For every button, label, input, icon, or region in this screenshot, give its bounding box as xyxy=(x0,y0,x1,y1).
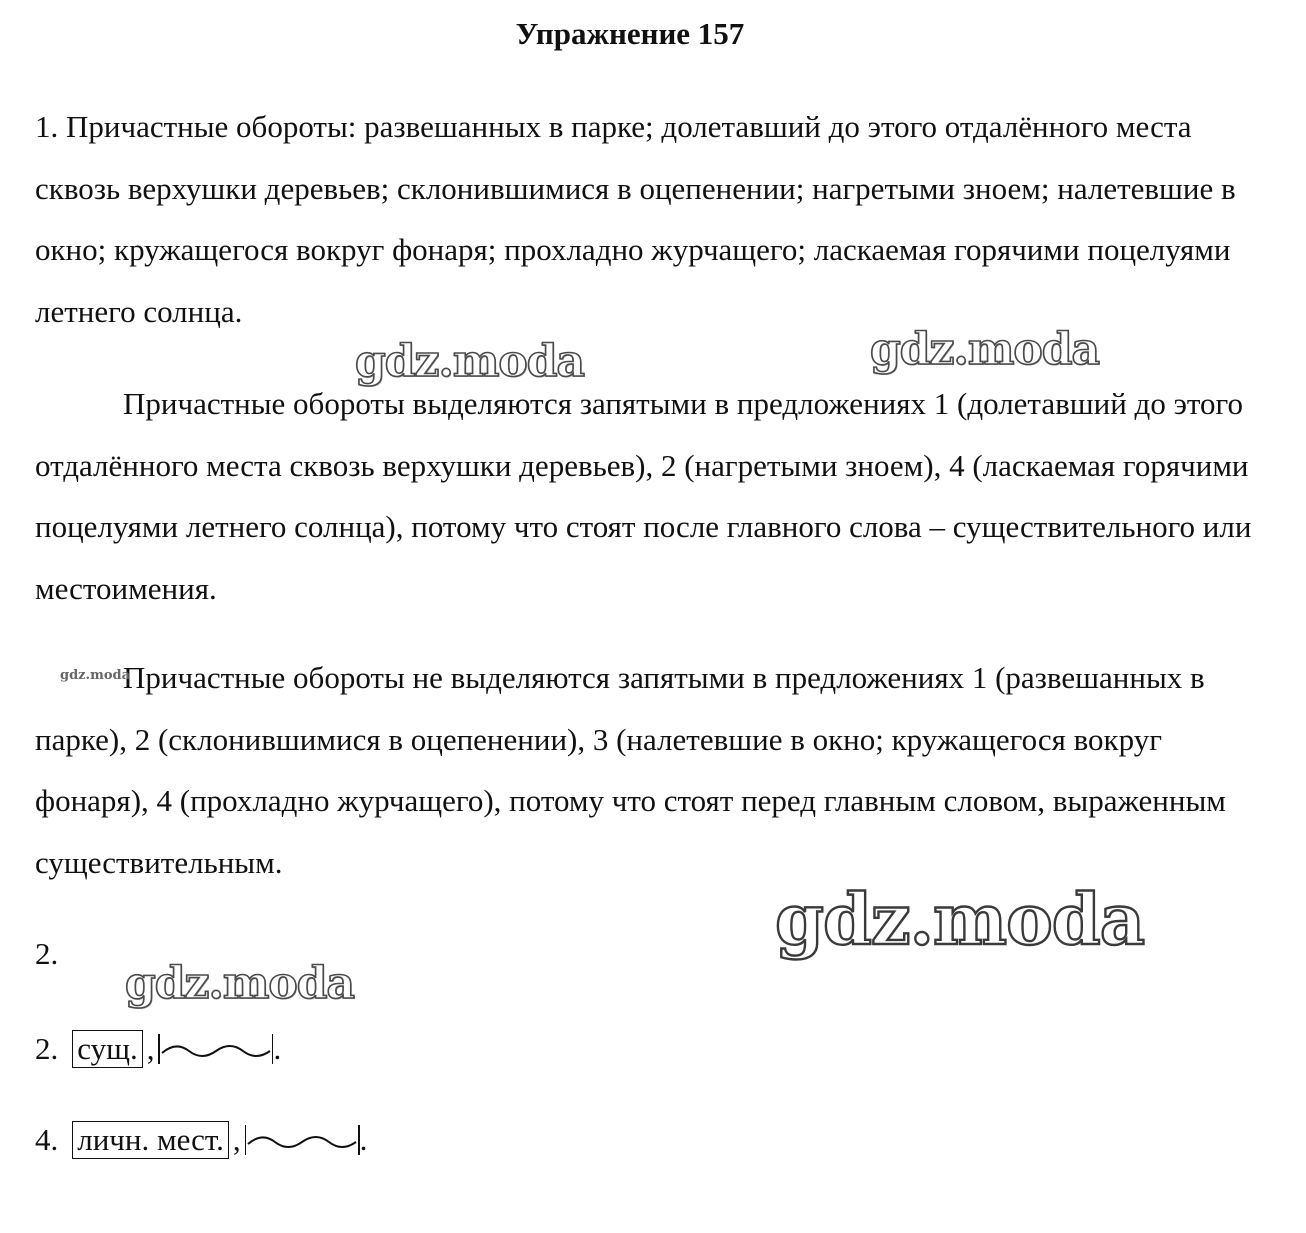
sentence-scheme-2 xyxy=(35,1029,281,1069)
scheme-number: 4. xyxy=(35,1122,59,1157)
watermark: gdz.moda xyxy=(355,336,585,387)
answer-paragraph-2: Причастные обороты выделяются запятыми в предложениях 1 (долетавший до этого отдалённого места сквозь верхушки деревьев), 2 (нагретыми зноем), 4 (ласкаемая горячими поцелуями летнего солнца), потому что стоят после главного слова – существительного или местоимения. xyxy=(35,386,1252,606)
watermark: gdz.moda xyxy=(125,958,355,1009)
wavy-underline-icon xyxy=(246,1128,358,1152)
exercise-title: Упражнение 157 xyxy=(515,16,745,51)
watermark: gdz.moda xyxy=(775,878,1145,961)
scheme-end: . xyxy=(273,1031,282,1066)
sentence-scheme-4 xyxy=(35,1120,367,1160)
answer-paragraph-3: Причастные обороты не выделяются запятыми в предложениях 1 (развешанных в парке), 2 (склонившимися в оцепенении), 3 (налетевшие в окно; кружащегося вокруг фонаря), 4 (прохладно журчащего), потому что стоят перед главным словом, выраженным существительным. xyxy=(35,660,1226,880)
scheme-end: . xyxy=(359,1122,368,1157)
scheme-comma: , xyxy=(232,1122,241,1157)
section-2-number: 2. xyxy=(35,936,59,971)
watermark-small: gdz.moda xyxy=(60,668,131,683)
watermark: gdz.moda xyxy=(870,324,1100,375)
main-word-box: личн. мест. xyxy=(72,1121,229,1159)
scheme-number: 2. xyxy=(35,1031,59,1066)
scheme-comma: , xyxy=(146,1031,155,1066)
main-word-box: сущ. xyxy=(72,1030,142,1068)
wavy-underline-icon xyxy=(160,1037,272,1061)
answer-paragraph-1: 1. Причастные обороты: развешанных в парке; долетавший до этого отдалённого места сквозь верхушки деревьев; склонившимися в оцепенении; нагретыми зноем; налетевшие в окно; кружащегося вокруг фонаря; прохладно журчащего; ласкаемая горячими поцелуями летнего солнца. xyxy=(35,109,1236,329)
